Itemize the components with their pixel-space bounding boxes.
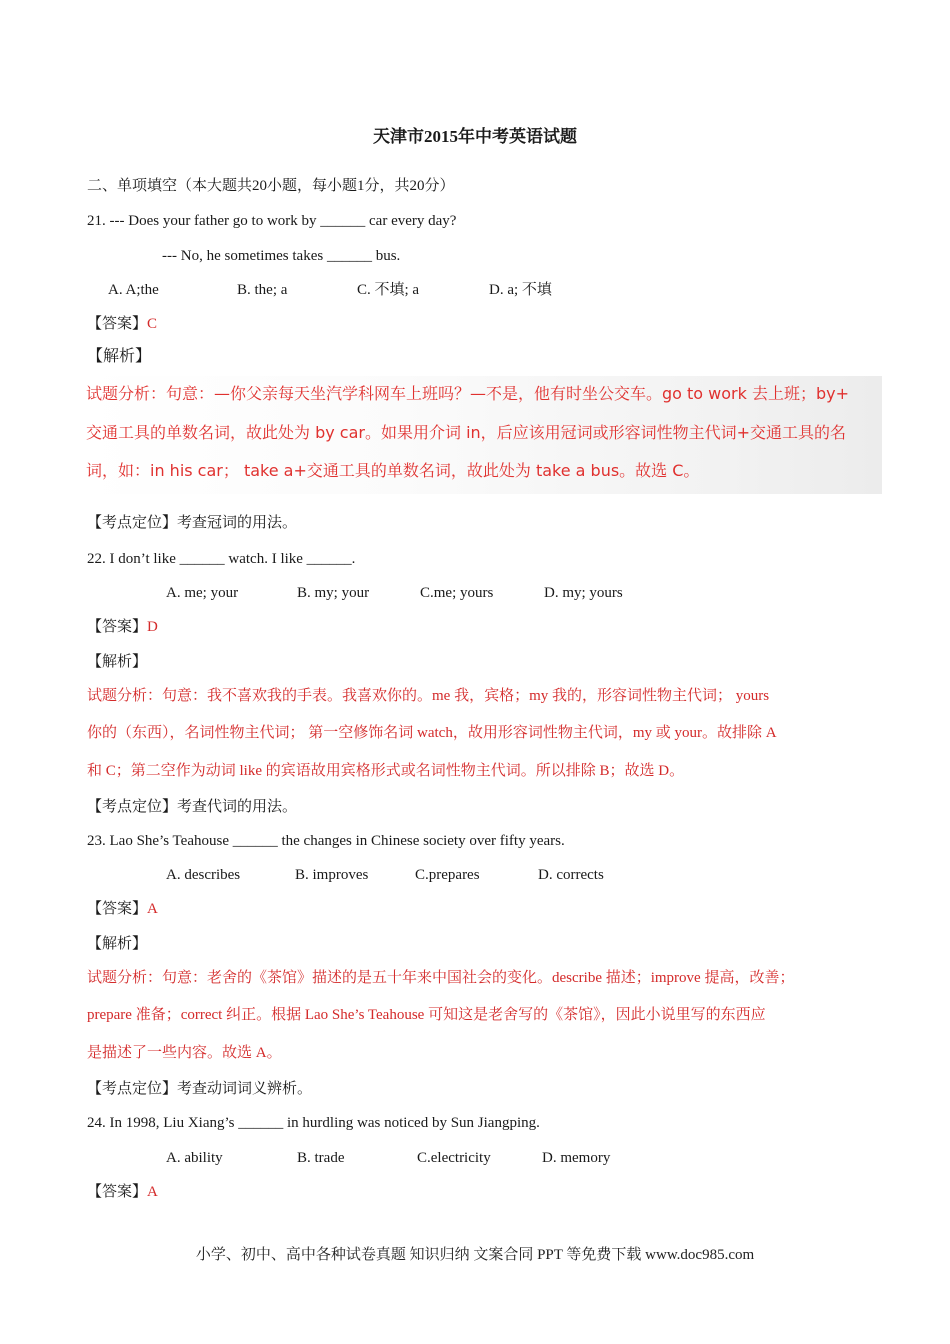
q23-analysis-line-2: prepare 准备；correct 纠正。根据 Lao She’s Teahouse 可知这是老舍写的《茶馆》，因此小说里写的东西应 (87, 1007, 766, 1023)
q22-option-a: A. me; your (166, 585, 239, 601)
q21-options (0, 283, 950, 301)
q23-answer (87, 902, 158, 917)
q24-option-d: D. memory (542, 1150, 611, 1166)
q21-stem: 21. --- Does your father go to work by ______ car every day? (87, 213, 457, 229)
q21-analysis-line-1: 试题分析：句意：—你父亲每天坐汽学科网车上班吗？—不是，他有时坐公交车。go to work 去上班；by+ (86, 384, 850, 403)
q24-answer (87, 1185, 158, 1200)
q21-analysis-line-3: 词，如：in his car； take a+交通工具的单数名词，故此处为 take a bus。故选 C。 (86, 461, 700, 480)
q23-option-a: A. describes (166, 867, 241, 883)
q21-analysis-label: 【解析】 (87, 348, 152, 365)
section-heading: 二、单项填空（本大题共20小题，每小题1分，共20分） (87, 178, 455, 194)
q21-option-b: B. the; a (237, 282, 288, 298)
q23-option-b: B. improves (295, 867, 369, 883)
q21-point: 【考点定位】考查冠词的用法。 (87, 515, 298, 531)
q22-stem: 22. I don’t like ______ watch. I like ______. (87, 551, 356, 567)
q24-option-a: A. ability (166, 1150, 223, 1166)
answer-value: A (147, 1184, 158, 1200)
q21-option-d: D. a; 不填 (489, 282, 552, 298)
q23-point: 【考点定位】考查动词词义辨析。 (87, 1081, 313, 1097)
q22-options (0, 586, 950, 604)
q23-options (0, 868, 950, 886)
q23-stem: 23. Lao She’s Teahouse ______ the changes in Chinese society over fifty years. (87, 833, 565, 849)
q24-stem: 24. In 1998, Liu Xiang’s ______ in hurdling was noticed by Sun Jiangping. (87, 1115, 540, 1131)
q23-analysis-line-3: 是描述了一些内容。故选 A。 (87, 1045, 282, 1061)
q22-analysis-line-1: 试题分析：句意：我不喜欢我的手表。我喜欢你的。me 我，宾格；my 我的，形容词性物主代词； yours (87, 688, 770, 704)
answer-value: C (147, 316, 158, 332)
q21-answer (87, 317, 157, 332)
answer-label: 【答案】 (87, 316, 148, 332)
answer-label: 【答案】 (87, 619, 148, 635)
q22-analysis-line-2: 你的（东西），名词性物主代词； 第一空修饰名词 watch，故用形容词性物主代词，my 或 your。故排除 A (87, 725, 777, 741)
answer-value: A (147, 901, 158, 917)
q23-option-d: D. corrects (538, 867, 604, 883)
q22-analysis-label: 【解析】 (87, 654, 148, 670)
q22-option-b: B. my; your (297, 585, 370, 601)
q24-option-b: B. trade (297, 1150, 345, 1166)
q21-stem-reply: --- No, he sometimes takes ______ bus. (162, 248, 401, 264)
q22-analysis-line-3: 和 C；第二空作为动词 like 的宾语故用宾格形式或名词性物主代词。所以排除 B；故选 D。 (87, 763, 685, 779)
q23-analysis-label: 【解析】 (87, 936, 148, 952)
q21-analysis-image (82, 376, 882, 494)
page-footer: 小学、初中、高中各种试卷真题 知识归纳 文案合同 PPT 等免费下载 www.doc985.com (195, 1247, 755, 1263)
q23-option-c: C.prepares (415, 867, 480, 883)
q24-options (0, 1151, 950, 1169)
q24-option-c: C.electricity (417, 1150, 491, 1166)
answer-value: D (147, 619, 158, 635)
document-title: 天津市2015年中考英语试题 (373, 127, 577, 146)
q22-option-d: D. my; yours (544, 585, 623, 601)
q22-option-c: C.me; yours (420, 585, 494, 601)
q22-point: 【考点定位】考查代词的用法。 (87, 799, 298, 815)
q21-analysis-line-2: 交通工具的单数名词，故此处为 by car。如果用介词 in，后应该用冠词或形容词性物主代词+交通工具的名 (86, 423, 847, 442)
answer-label: 【答案】 (87, 1184, 148, 1200)
q21-option-c: C. 不填; a (357, 282, 420, 298)
q22-answer (87, 620, 158, 635)
q23-analysis-line-1: 试题分析：句意：老舍的《茶馆》描述的是五十年来中国社会的变化。describe 描述；improve 提高，改善； (87, 970, 795, 986)
q21-option-a: A. A;the (108, 282, 159, 298)
answer-label: 【答案】 (87, 901, 148, 917)
